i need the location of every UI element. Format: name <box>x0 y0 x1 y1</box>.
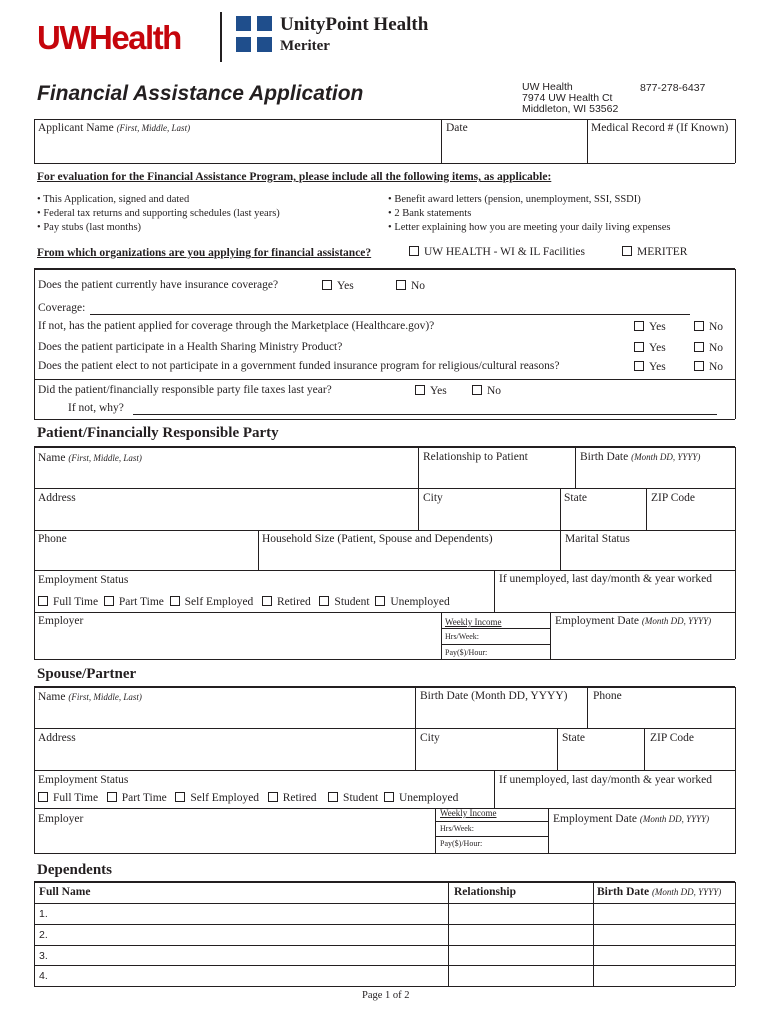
patient-household-field[interactable]: Household Size (Patient, Spouse and Dependents) <box>262 533 493 545</box>
spouse-pay-hour[interactable]: Pay($)/Hour: <box>440 839 483 848</box>
evaluation-right-list <box>388 193 670 235</box>
dependent-row-1[interactable]: 1. <box>39 908 48 920</box>
rule <box>34 986 735 987</box>
evaluation-heading: For evaluation for the Financial Assistance Program, please include all the following items, as applicable: <box>37 171 552 183</box>
rule <box>34 965 735 966</box>
option-unemployed[interactable]: Unemployed <box>375 596 449 608</box>
org-meriter-checkbox[interactable]: MERITER <box>622 246 687 258</box>
spouse-employer-field[interactable]: Employer <box>38 813 84 825</box>
sharing-ministry-question: Does the patient participate in a Health Sharing Ministry Product? <box>38 341 343 353</box>
rule <box>735 882 736 986</box>
dependents-col-relationship: Relationship <box>454 886 516 898</box>
rule <box>34 447 35 659</box>
rule <box>587 687 588 728</box>
spouse-hrs-week[interactable]: Hrs/Week: <box>440 824 475 833</box>
checkbox-icon[interactable] <box>104 596 114 606</box>
page-number: Page 1 of 2 <box>362 990 410 1001</box>
checkbox-icon[interactable] <box>634 321 644 331</box>
rule <box>34 446 735 448</box>
rule <box>735 687 736 854</box>
rule <box>34 119 735 120</box>
contact-org: UW Health <box>522 81 573 93</box>
list-item: • Benefit award letters (pension, unemployment, SSI, SSDI) <box>388 194 641 205</box>
coverage-label: Coverage: <box>38 302 86 314</box>
applicant-name-sub: (First, Middle, Last) <box>116 123 191 133</box>
option-part-time[interactable]: Part Time <box>107 792 167 804</box>
rule <box>646 488 647 530</box>
rule <box>34 903 735 904</box>
insurance-question: Does the patient currently have insurance coverage? <box>38 279 279 291</box>
why-label: If not, why? <box>68 402 124 414</box>
spouse-unemployed-field[interactable]: If unemployed, last day/month & year worked <box>499 774 713 786</box>
spouse-heading: Spouse/Partner <box>37 666 137 682</box>
rule <box>550 612 551 659</box>
rule <box>435 821 548 822</box>
checkbox-icon[interactable] <box>634 361 644 371</box>
patient-unemployed-field[interactable]: If unemployed, last day/month & year worked <box>499 573 713 585</box>
rule <box>34 770 735 771</box>
option-retired[interactable]: Retired <box>262 596 311 608</box>
evaluation-left-list <box>37 193 280 235</box>
rule <box>548 808 549 854</box>
taxes-question: Did the patient/financially responsible party file taxes last year? <box>38 384 332 396</box>
list-item: • 2 Bank statements <box>388 208 472 219</box>
rule <box>735 269 736 419</box>
checkbox-icon[interactable] <box>384 792 394 802</box>
checkbox-icon[interactable] <box>175 792 185 802</box>
insurance-no-checkbox[interactable]: No <box>396 280 425 292</box>
checkbox-icon[interactable] <box>409 246 419 256</box>
option-student[interactable]: Student <box>319 596 369 608</box>
rule <box>34 570 735 571</box>
list-item: • Federal tax returns and supporting schedules (last years) <box>37 208 280 219</box>
spouse-employment-label: Employment Status <box>38 774 129 786</box>
checkbox-icon[interactable] <box>107 792 117 802</box>
option-full-time[interactable]: Full Time <box>38 596 98 608</box>
checkbox-icon[interactable] <box>322 280 332 290</box>
marketplace-no-checkbox[interactable]: No <box>694 321 723 333</box>
rule <box>34 119 35 163</box>
spouse-birth-field[interactable]: Birth Date (Month DD, YYYY) <box>420 690 568 702</box>
option-self-employed[interactable]: Self Employed <box>170 596 254 608</box>
contact-block <box>522 82 618 115</box>
checkbox-icon[interactable] <box>38 792 48 802</box>
list-item: • Letter explaining how you are meeting your daily living expenses <box>388 222 671 233</box>
rule <box>435 836 548 837</box>
rule <box>448 882 449 986</box>
dependents-heading: Dependents <box>37 862 113 878</box>
list-item: • Pay stubs (last months) <box>37 222 142 233</box>
page-title: Financial Assistance Application <box>37 82 364 105</box>
marketplace-question: If not, has the patient applied for coverage through the Marketplace (Healthcare.gov)? <box>38 320 435 332</box>
rule <box>587 119 588 163</box>
patient-state-field[interactable]: State <box>564 492 587 504</box>
patient-phone-field[interactable]: Phone <box>38 533 67 545</box>
rule <box>494 770 495 808</box>
spouse-city-field[interactable]: City <box>420 732 440 744</box>
date-field-label[interactable]: Date <box>446 122 468 134</box>
dependent-row-3[interactable]: 3. <box>39 950 48 962</box>
rule <box>34 163 735 164</box>
spouse-employment-options <box>38 792 458 804</box>
uw-health-logo <box>37 18 181 58</box>
dependent-row-4[interactable]: 4. <box>39 970 48 982</box>
spouse-zip-field[interactable]: ZIP Code <box>650 732 694 744</box>
checkbox-icon[interactable] <box>262 596 272 606</box>
checkbox-icon[interactable] <box>38 596 48 606</box>
rule <box>441 119 442 163</box>
religious-no-checkbox[interactable]: No <box>694 361 723 373</box>
checkbox-icon[interactable] <box>375 596 385 606</box>
dependents-col-birth: Birth Date (Month DD, YYYY) <box>597 886 722 898</box>
rule <box>34 530 735 531</box>
checkbox-icon[interactable] <box>415 385 425 395</box>
patient-pay-hour[interactable]: Pay($)/Hour: <box>445 648 488 657</box>
rule <box>34 945 735 946</box>
organizations-question: From which organizations are you applying for financial assistance? <box>37 247 372 259</box>
taxes-no-checkbox[interactable]: No <box>472 385 501 397</box>
spouse-employment-date-field[interactable]: Employment Date (Month DD, YYYY) <box>553 813 710 825</box>
unitypoint-sub: Meriter <box>280 38 330 54</box>
contact-city: Middleton, WI 53562 <box>522 103 619 115</box>
patient-hrs-week[interactable]: Hrs/Week: <box>445 632 480 641</box>
spouse-state-field[interactable]: State <box>562 732 585 744</box>
rule <box>34 686 735 688</box>
applicant-name-label: Applicant Name <box>38 122 114 134</box>
rule <box>415 687 416 728</box>
option-unemployed[interactable]: Unemployed <box>384 792 458 804</box>
rule <box>34 379 735 380</box>
medical-record-field-label[interactable]: Medical Record # (If Known) <box>591 122 729 134</box>
rule <box>415 728 416 770</box>
checkbox-icon[interactable] <box>170 596 180 606</box>
checkbox-icon[interactable] <box>328 792 338 802</box>
rule <box>34 612 735 613</box>
rule <box>593 882 594 986</box>
patient-weekly-income: Weekly Income <box>445 617 502 627</box>
spouse-address-field[interactable]: Address <box>38 732 76 744</box>
checkbox-icon[interactable] <box>472 385 482 395</box>
applicant-name-field[interactable] <box>38 122 190 134</box>
rule <box>560 530 561 570</box>
rule <box>34 269 35 419</box>
patient-name-field[interactable]: Name (First, Middle, Last) <box>38 452 142 464</box>
why-input-line[interactable] <box>133 414 717 415</box>
rule <box>34 728 735 729</box>
rule <box>575 447 576 488</box>
checkbox-icon[interactable] <box>396 280 406 290</box>
uw-logo-health: Health <box>88 19 181 56</box>
rule <box>34 924 735 925</box>
rule <box>735 119 736 163</box>
option-self-employed[interactable]: Self Employed <box>175 792 259 804</box>
checkbox-icon[interactable] <box>694 321 704 331</box>
checkbox-icon[interactable] <box>694 342 704 352</box>
patient-employment-label: Employment Status <box>38 574 129 586</box>
rule <box>258 530 259 570</box>
rule <box>494 570 495 612</box>
rule <box>435 808 436 854</box>
patient-city-field[interactable]: City <box>423 492 443 504</box>
option-retired[interactable]: Retired <box>268 792 317 804</box>
rule <box>34 488 735 489</box>
rule <box>418 488 419 530</box>
uw-logo-uw: UW <box>37 19 89 56</box>
option-part-time[interactable]: Part Time <box>104 596 164 608</box>
rule <box>441 644 550 645</box>
checkbox-icon[interactable] <box>622 246 632 256</box>
rule <box>34 419 735 420</box>
checkbox-icon[interactable] <box>694 361 704 371</box>
option-full-time[interactable]: Full Time <box>38 792 98 804</box>
rule <box>34 268 735 270</box>
rule <box>560 488 561 530</box>
patient-birth-field[interactable]: Birth Date (Month DD, YYYY) <box>580 451 701 463</box>
patient-relationship-field[interactable]: Relationship to Patient <box>423 451 528 463</box>
rule <box>441 612 442 659</box>
patient-zip-field[interactable]: ZIP Code <box>651 492 695 504</box>
rule <box>735 447 736 659</box>
coverage-input-line[interactable] <box>90 314 690 315</box>
org-uw-checkbox[interactable]: UW HEALTH - WI & IL Facilities <box>409 246 585 258</box>
insurance-yes-checkbox[interactable]: Yes <box>322 280 354 292</box>
checkbox-icon[interactable] <box>268 792 278 802</box>
logo-divider <box>220 12 222 62</box>
list-item: • This Application, signed and dated <box>37 194 190 205</box>
taxes-yes-checkbox[interactable]: Yes <box>415 385 447 397</box>
sharing-yes-checkbox[interactable]: Yes <box>634 342 666 354</box>
spouse-phone-field[interactable]: Phone <box>593 690 622 702</box>
checkbox-icon[interactable] <box>319 596 329 606</box>
rule <box>644 728 645 770</box>
rule <box>34 881 735 883</box>
patient-heading: Patient/Financially Responsible Party <box>37 425 279 441</box>
marketplace-yes-checkbox[interactable]: Yes <box>634 321 666 333</box>
option-student[interactable]: Student <box>328 792 378 804</box>
religious-yes-checkbox[interactable]: Yes <box>634 361 666 373</box>
contact-street: 7974 UW Health Ct <box>522 92 613 104</box>
unitypoint-logo-icon <box>236 16 272 52</box>
contact-phone: 877-278-6437 <box>640 82 706 94</box>
rule <box>557 728 558 770</box>
patient-employment-date-field[interactable]: Employment Date (Month DD, YYYY) <box>555 615 712 627</box>
patient-employment-options <box>38 596 450 608</box>
spouse-weekly-income: Weekly Income <box>440 808 497 818</box>
rule <box>34 853 735 854</box>
sharing-no-checkbox[interactable]: No <box>694 342 723 354</box>
spouse-name-field[interactable]: Name (First, Middle, Last) <box>38 691 142 703</box>
checkbox-icon[interactable] <box>634 342 644 352</box>
rule <box>441 628 550 629</box>
rule <box>34 808 735 809</box>
unitypoint-name: UnityPoint Health <box>280 14 429 35</box>
patient-address-field[interactable]: Address <box>38 492 76 504</box>
patient-employer-field[interactable]: Employer <box>38 615 84 627</box>
rule <box>34 659 735 660</box>
patient-marital-field[interactable]: Marital Status <box>565 533 630 545</box>
rule <box>418 447 419 488</box>
dependent-row-2[interactable]: 2. <box>39 929 48 941</box>
dependents-col-name: Full Name <box>39 886 91 898</box>
rule <box>34 882 35 986</box>
religious-question: Does the patient elect to not participate in a government funded insurance program for religious/cultural reasons? <box>38 360 560 372</box>
